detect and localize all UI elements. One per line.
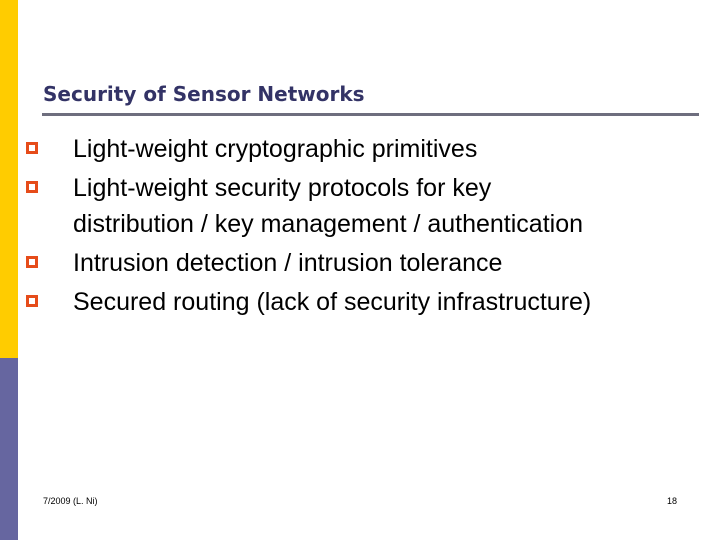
bullet-item bbox=[25, 245, 685, 281]
square-bullet-icon bbox=[26, 256, 38, 268]
bullet-list bbox=[25, 131, 685, 323]
bullet-text: Light-weight security protocols for key bbox=[73, 174, 492, 202]
square-bullet-icon bbox=[26, 142, 38, 154]
slide-title: Security of Sensor Networks bbox=[43, 82, 365, 106]
bullet-item bbox=[25, 170, 685, 242]
bullet-text: Secured routing (lack of security infrastructure) bbox=[73, 288, 592, 316]
title-divider bbox=[42, 113, 699, 116]
page-number: 18 bbox=[666, 496, 677, 506]
bullet-item bbox=[25, 284, 685, 320]
bullet-item bbox=[25, 131, 685, 167]
bullet-text-continuation: distribution / key management / authentication bbox=[73, 210, 584, 238]
square-bullet-icon bbox=[26, 295, 38, 307]
accent-stripe-top bbox=[0, 0, 18, 358]
bullet-text: Light-weight cryptographic primitives bbox=[73, 135, 478, 163]
square-bullet-icon bbox=[26, 181, 38, 193]
bullet-text: Intrusion detection / intrusion tolerance bbox=[73, 249, 503, 277]
footer-date-author: 7/2009 (L. Ni) bbox=[43, 496, 98, 506]
accent-stripe-bottom bbox=[0, 358, 18, 540]
